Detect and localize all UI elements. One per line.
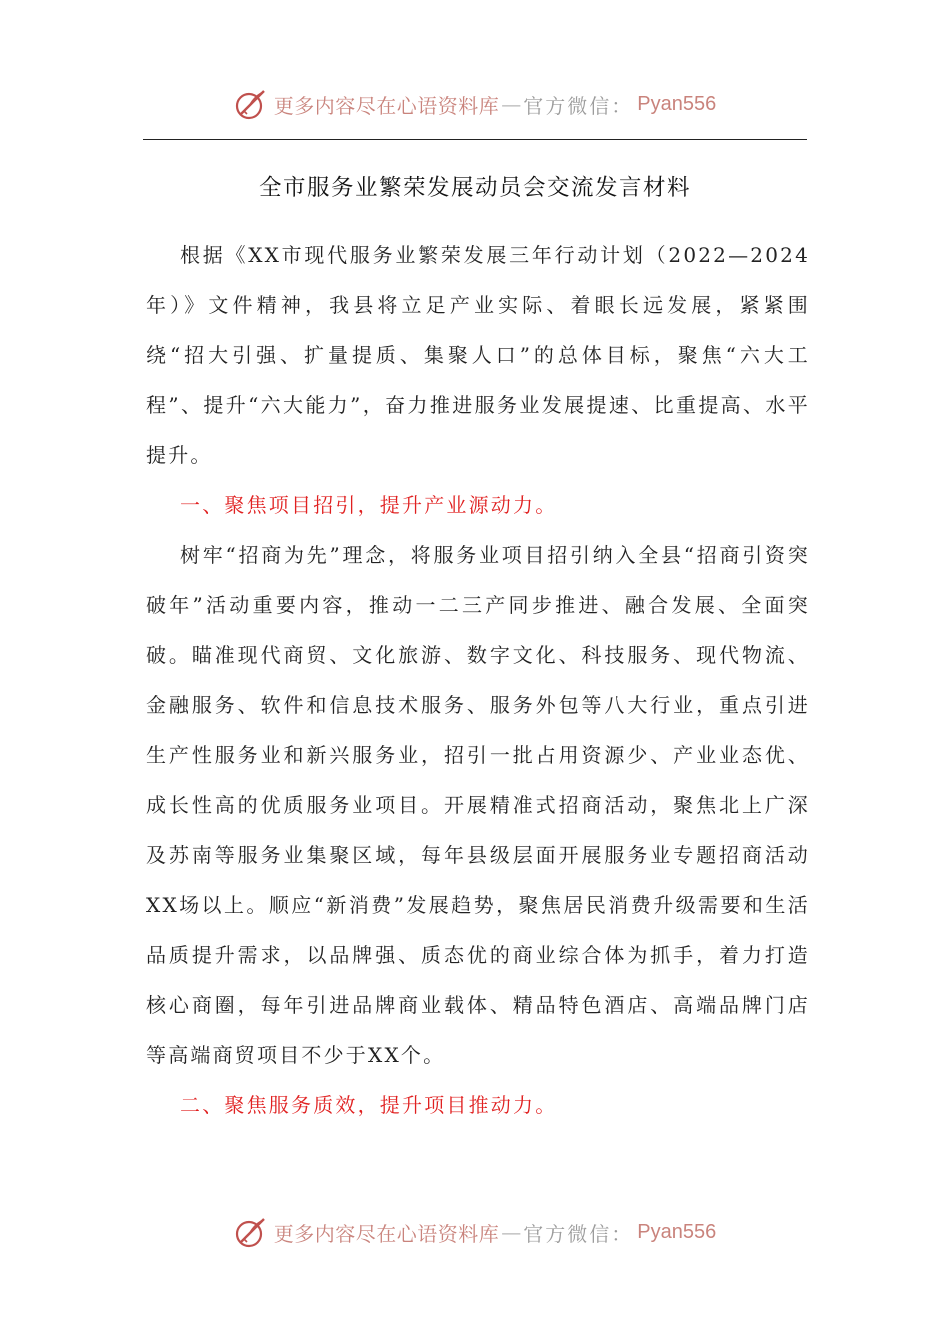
section-1-paragraph: 树牢“招商为先”理念，将服务业项目招引纳入全县“招商引资突破年”活动重要内容，推动一二三产同步推进、融合发展、全面突破。瞄准现代商贸、文化旅游、数字文化、科技服务、现代物流、金融服务、软件和信息技术服务、服务外包等八大行业，重点引进生产性服务业和新兴服务业，招引一批占用资源少、产业业态优、成长性高的优质服务业项目。开展精准式招商活动，聚焦北上广深及苏南等服务业集聚区域，每年县级层面开展服务业专题招商活动XX场以上。顺应“新消费”发展趋势，聚焦居民消费升级需要和生活品质提升需求，以品牌强、质态优的商业综合体为抓手，着力打造核心商圈，每年引进品牌商业载体、精品特色酒店、高端品牌门店等高端商贸项目不少于XX个。 [146,543,810,1067]
document-title: 全市服务业繁荣发展动员会交流发言材料 [258,175,691,201]
footer-site-text: 更多内容尽在心语资料库 [273,1221,500,1246]
banner-dash: — [501,92,522,116]
footer-official-text: 官方微信： [523,1221,634,1246]
footer-banner-content [234,1215,716,1249]
document-body [146,230,810,1130]
header-divider [143,139,807,140]
banner-official-text: 官方微信： [523,93,634,118]
footer-banner [0,1210,950,1254]
intro-paragraph: 根据《XX市现代服务业繁荣发展三年行动计划（2022—2024年）》文件精神，我县将立足产业实际、着眼长远发展，紧紧围绕“招大引强、扩量提质、集聚人口”的总体目标，聚焦“六大工程”、提升“六大能力”，奋力推进服务业发展提速、比重提高、水平提升。 [146,243,810,467]
section-1-heading: 一、聚焦项目招引，提升产业源动力。 [180,493,558,517]
section-2-heading: 二、聚焦服务质效，提升项目推动力。 [180,1093,558,1117]
footer-wechat-id: Pyan556 [637,1220,717,1243]
header-banner [0,82,950,126]
footer-dash: — [501,1220,522,1244]
banner-content [234,87,716,121]
banner-site-text: 更多内容尽在心语资料库 [273,93,500,118]
quill-pen-logo-icon [234,1215,268,1249]
quill-pen-logo-icon [234,87,268,121]
banner-wechat-id: Pyan556 [637,92,717,115]
